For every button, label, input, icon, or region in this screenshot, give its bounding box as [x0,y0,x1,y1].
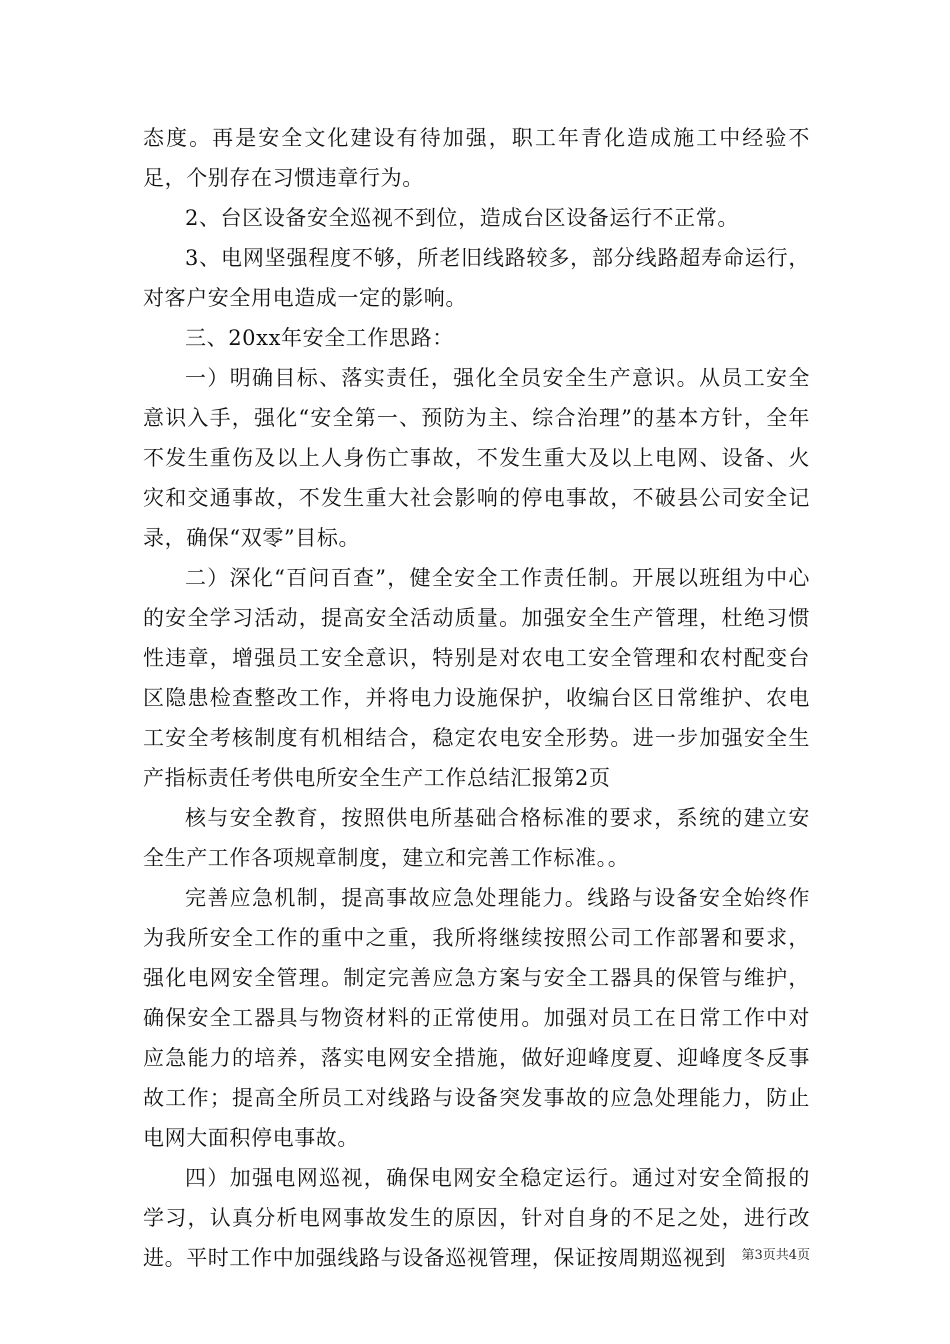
paragraph-goals: 一）明确目标、落实责任，强化全员安全生产意识。从员工安全意识入手，强化“安全第一、预防为主、综合治理”的基本方针，全年不发生重伤及以上人身伤亡事故，不发生重大及以上电网、设备、火灾和交通事故，不发生重大社会影响的停电事故，不破县公司安全记录，确保“双零”目标。 [143,366,810,550]
paragraph-item-3: 3、电网坚强程度不够，所老旧线路较多，部分线路超寿命运行，对客户安全用电造成一定的影响。 [143,246,810,310]
paragraph-safety-education: 核与安全教育，按照供电所基础合格标准的要求，系统的建立安全生产工作各项规章制度，建立和完善工作标准。。 [143,806,810,870]
page-number: 第3页共4页 [741,1248,810,1263]
paragraph-emergency-mechanism: 完善应急机制，提高事故应急处理能力。线路与设备安全始终作为我所安全工作的重中之重，我所将继续按照公司工作部署和要求，强化电网安全管理。制定完善应急方案与安全工器具的保管与维护，确保安全工器具与物资材料的正常使用。加强对员工在日常工作中对应急能力的培养，落实电网安全措施，做好迎峰度夏、迎峰度冬反事故工作；提高全所员工对线路与设备突发事故的应急处理能力，防止电网大面积停电事故。 [143,886,810,1150]
paragraph-grid-patrol: 四）加强电网巡视，确保电网安全稳定运行。通过对安全简报的学习，认真分析电网事故发生的原因，针对自身的不足之处，进行改进。平时工作中加强线路与设备巡视管理，保证按周期巡视到 [143,1166,810,1270]
paragraph-continuation: 态度。再是安全文化建设有待加强，职工年青化造成施工中经验不足，个别存在习惯违章行为。 [143,126,810,190]
section-heading-work-ideas: 三、20xx年安全工作思路： [185,326,454,350]
paragraph-item-2: 2、台区设备安全巡视不到位，造成台区设备运行不正常。 [185,206,739,230]
document-body [143,118,810,1278]
paragraph-responsibility: 二）深化“百问百查”，健全安全工作责任制。开展以班组为中心的安全学习活动，提高安全活动质量。加强安全生产管理，杜绝习惯性违章，增强员工安全意识，特别是对农电工安全管理和农村配变台区隐患检查整改工作，并将电力设施保护，收编台区日常维护、农电工安全考核制度有机相结合，稳定农电安全形势。进一步加强安全生产指标责任考供电所安全生产工作总结汇报第2页 [143,566,810,790]
